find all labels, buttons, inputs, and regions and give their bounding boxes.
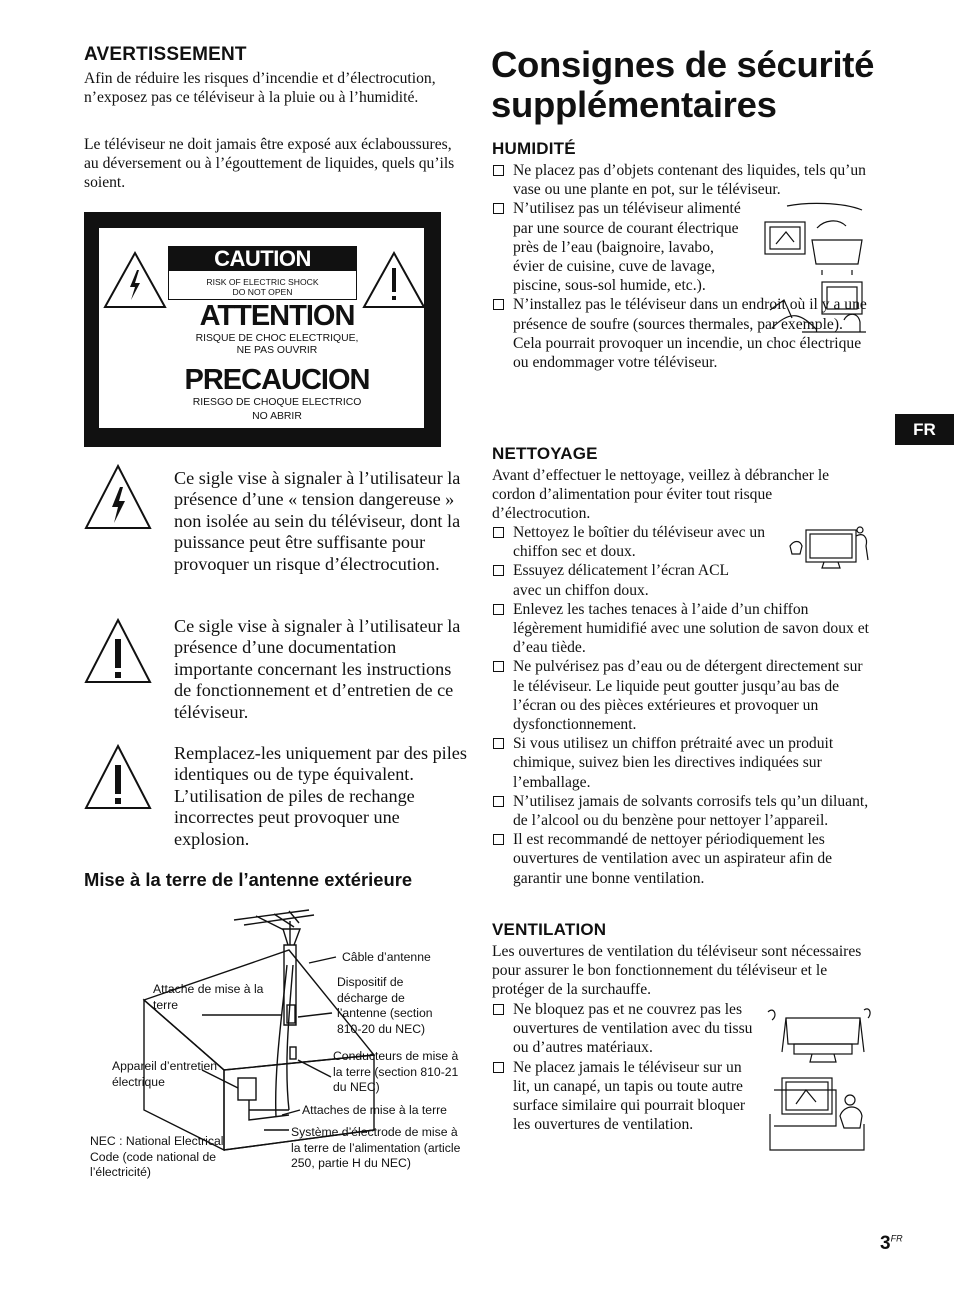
battery-warning-icon (83, 743, 153, 811)
tv-ventilation-illustration (764, 1004, 874, 1154)
page-number (880, 1233, 903, 1255)
checkbox-icon (493, 834, 504, 845)
checkbox-icon (493, 203, 504, 214)
exclamation-symbol-text: Ce sigle vise à signaler à l’utilisateur la présence d’une documentation importante concernant les instructions de fonctionnement et d’entretien de ce téléviseur. (174, 616, 461, 722)
checkbox-icon (493, 1062, 504, 1073)
label-clamp: Attache de mise à la terre (153, 982, 264, 1012)
checkbox-icon (493, 1004, 504, 1015)
cleaning-intro: Avant d’effectuer le nettoyage, veillez à débrancher le cordon d’alimentation pour éviter tout risque d’électrocution. (492, 467, 830, 523)
lightning-symbol-icon (83, 463, 153, 531)
caution-sub-2: DO NOT OPEN (232, 287, 293, 297)
cleaning-title: NETTOYAGE (492, 444, 598, 463)
checkbox-icon (493, 661, 504, 672)
caution-sub-1: RISK OF ELECTRIC SHOCK (206, 277, 319, 287)
cleaning-item-6: N’utilisez jamais de solvants corrosifs tels qu’un diluant, de l’alcool ou du benzène pour nettoyer l’appareil. (492, 792, 870, 830)
cleaning-item-7: Il est recommandé de nettoyer périodiquement les ouvertures de ventilation avec un aspirateur afin de garantir une bonne ventilation. (492, 830, 870, 888)
label-conductors: Conducteurs de mise à la terre (section 810-21 du NEC) (333, 1049, 459, 1094)
checkbox-icon (493, 604, 504, 615)
humidity-item-2: N’utilisez pas un téléviseur alimenté par une source de courant électrique près de l’eau (baignoire, lavabo, évier de cuisine, cuve de lavage, piscine, sous-sol humide, etc.). (492, 199, 870, 295)
battery-warning-text: Remplacez-les uniquement par des piles identiques ou de type équivalent. L’utilisation de piles de rechange incorrectes peut provoquer une explosion. (174, 743, 467, 849)
attention-heading: ATTENTION (199, 300, 355, 332)
cleaning-item-4: Ne pulvérisez pas d’eau ou de détergent directement sur le téléviseur. Le liquide peut goutter jusqu’au bas de l’écran ou des pièces extérieures et provoquer un dysfonctionnement. (492, 657, 870, 734)
warning-paragraph-2: Le téléviseur ne doit jamais être exposé aux éclaboussures, au déversement ou à l’égouttement de liquides, quels qu’ils soient. (84, 136, 455, 192)
cleaning-item-5: Si vous utilisez un chiffon prétraité avec un produit chimique, suivez bien les directives indiquées sur l’emballage. (492, 734, 870, 792)
checkbox-icon (493, 299, 504, 310)
checkbox-icon (493, 738, 504, 749)
ventilation-item-2: Ne placez jamais le téléviseur sur un lit, un canapé, un tapis ou toute autre surface similaire qui pourrait bloquer les ouvertures de ventilation. (492, 1058, 870, 1135)
label-service: Appareil d’entretien électrique (112, 1059, 218, 1089)
cleaning-item-3: Enlevez les taches tenaces à l’aide d’un chiffon légèrement humidifié avec une solution de savon doux et d’eau tiède. (492, 600, 870, 658)
ventilation-intro: Les ouvertures de ventilation du téléviseur sont nécessaires pour assurer le bon fonctionnement du téléviseur et le protéger de la surchauffe. (492, 943, 862, 999)
caution-label-inner (99, 228, 424, 428)
attention-sub-1: RISQUE DE CHOC ELECTRIQUE, (195, 333, 359, 344)
caution-box (168, 246, 357, 300)
tv-near-water-illustration (762, 200, 870, 342)
exclamation-symbol-icon (83, 617, 153, 685)
checkbox-icon (493, 796, 504, 807)
ventilation-item-1: Ne bloquez pas et ne couvrez pas les ouvertures de ventilation avec du tissu ou d’autres matériaux. (492, 1000, 870, 1058)
page-number-value: 3 (880, 1233, 891, 1254)
tv-cleaning-illustration (786, 524, 872, 572)
label-electrode: Système d’électrode de mise à la terre de l’alimentation (article 250, partie H du NEC) (291, 1125, 461, 1170)
label-cable: Câble d’antenne (342, 950, 431, 964)
precaucion-heading: PRECAUCION (184, 364, 370, 396)
label-nec: NEC : National Electrical Code (code national de l’électricité) (90, 1134, 224, 1179)
page-title-line-2: supplémentaires (491, 84, 777, 125)
humidity-item-1: Ne placez pas d’objets contenant des liquides, tels qu’un vase ou une plante en pot, sur le téléviseur. (492, 161, 870, 199)
checkbox-icon (493, 565, 504, 576)
attention-sub-2: NE PAS OUVRIR (236, 345, 318, 356)
caution-label (84, 212, 441, 447)
page-title-line-1: Consignes de sécurité (491, 44, 875, 85)
cleaning-item-1: Nettoyez le boîtier du téléviseur avec un chiffon sec et doux. (492, 523, 870, 561)
ground-title: Mise à la terre de l’antenne extérieure (84, 869, 413, 890)
checkbox-icon (493, 527, 504, 538)
precaucion-sub-1: RIESGO DE CHOQUE ELECTRICO (192, 397, 362, 408)
precaucion-sub-2: NO ABRIR (252, 411, 302, 422)
caution-heading: CAUTION (169, 247, 356, 271)
ventilation-title: VENTILATION (492, 920, 607, 939)
warning-title: AVERTISSEMENT (84, 44, 247, 65)
cleaning-list (492, 523, 870, 888)
warning-paragraph-1: Afin de réduire les risques d’incendie et d’électrocution, n’exposez pas ce téléviseur à la pluie ou à l’humidité. (84, 70, 436, 107)
humidity-item-3: N’installez pas le téléviseur dans un endroit où il y a une présence de soufre (sources thermales, par exemple). Cela pourrait provoquer un incendie, un choc électrique ou endommager votre téléviseur. (492, 295, 870, 372)
checkbox-icon (493, 165, 504, 176)
label-discharge: Dispositif de décharge de l’antenne (section 810-20 du NEC) (337, 975, 433, 1036)
page-title (491, 45, 911, 125)
cleaning-item-2: Essuyez délicatement l’écran ACL avec un chiffon doux. (492, 561, 870, 599)
label-clamps: Attaches de mise à la terre (302, 1103, 447, 1117)
page-number-lang: FR (890, 1233, 903, 1244)
lightning-symbol-text: Ce sigle vise à signaler à l’utilisateur la présence d’une « tension dangereuse » non isolée au sein du téléviseur, dont la puissance peut être suffisante pour provoquer un risque d’électrocution. (174, 468, 461, 574)
language-tab: FR (895, 414, 954, 445)
humidity-title: HUMIDITÉ (492, 139, 576, 158)
